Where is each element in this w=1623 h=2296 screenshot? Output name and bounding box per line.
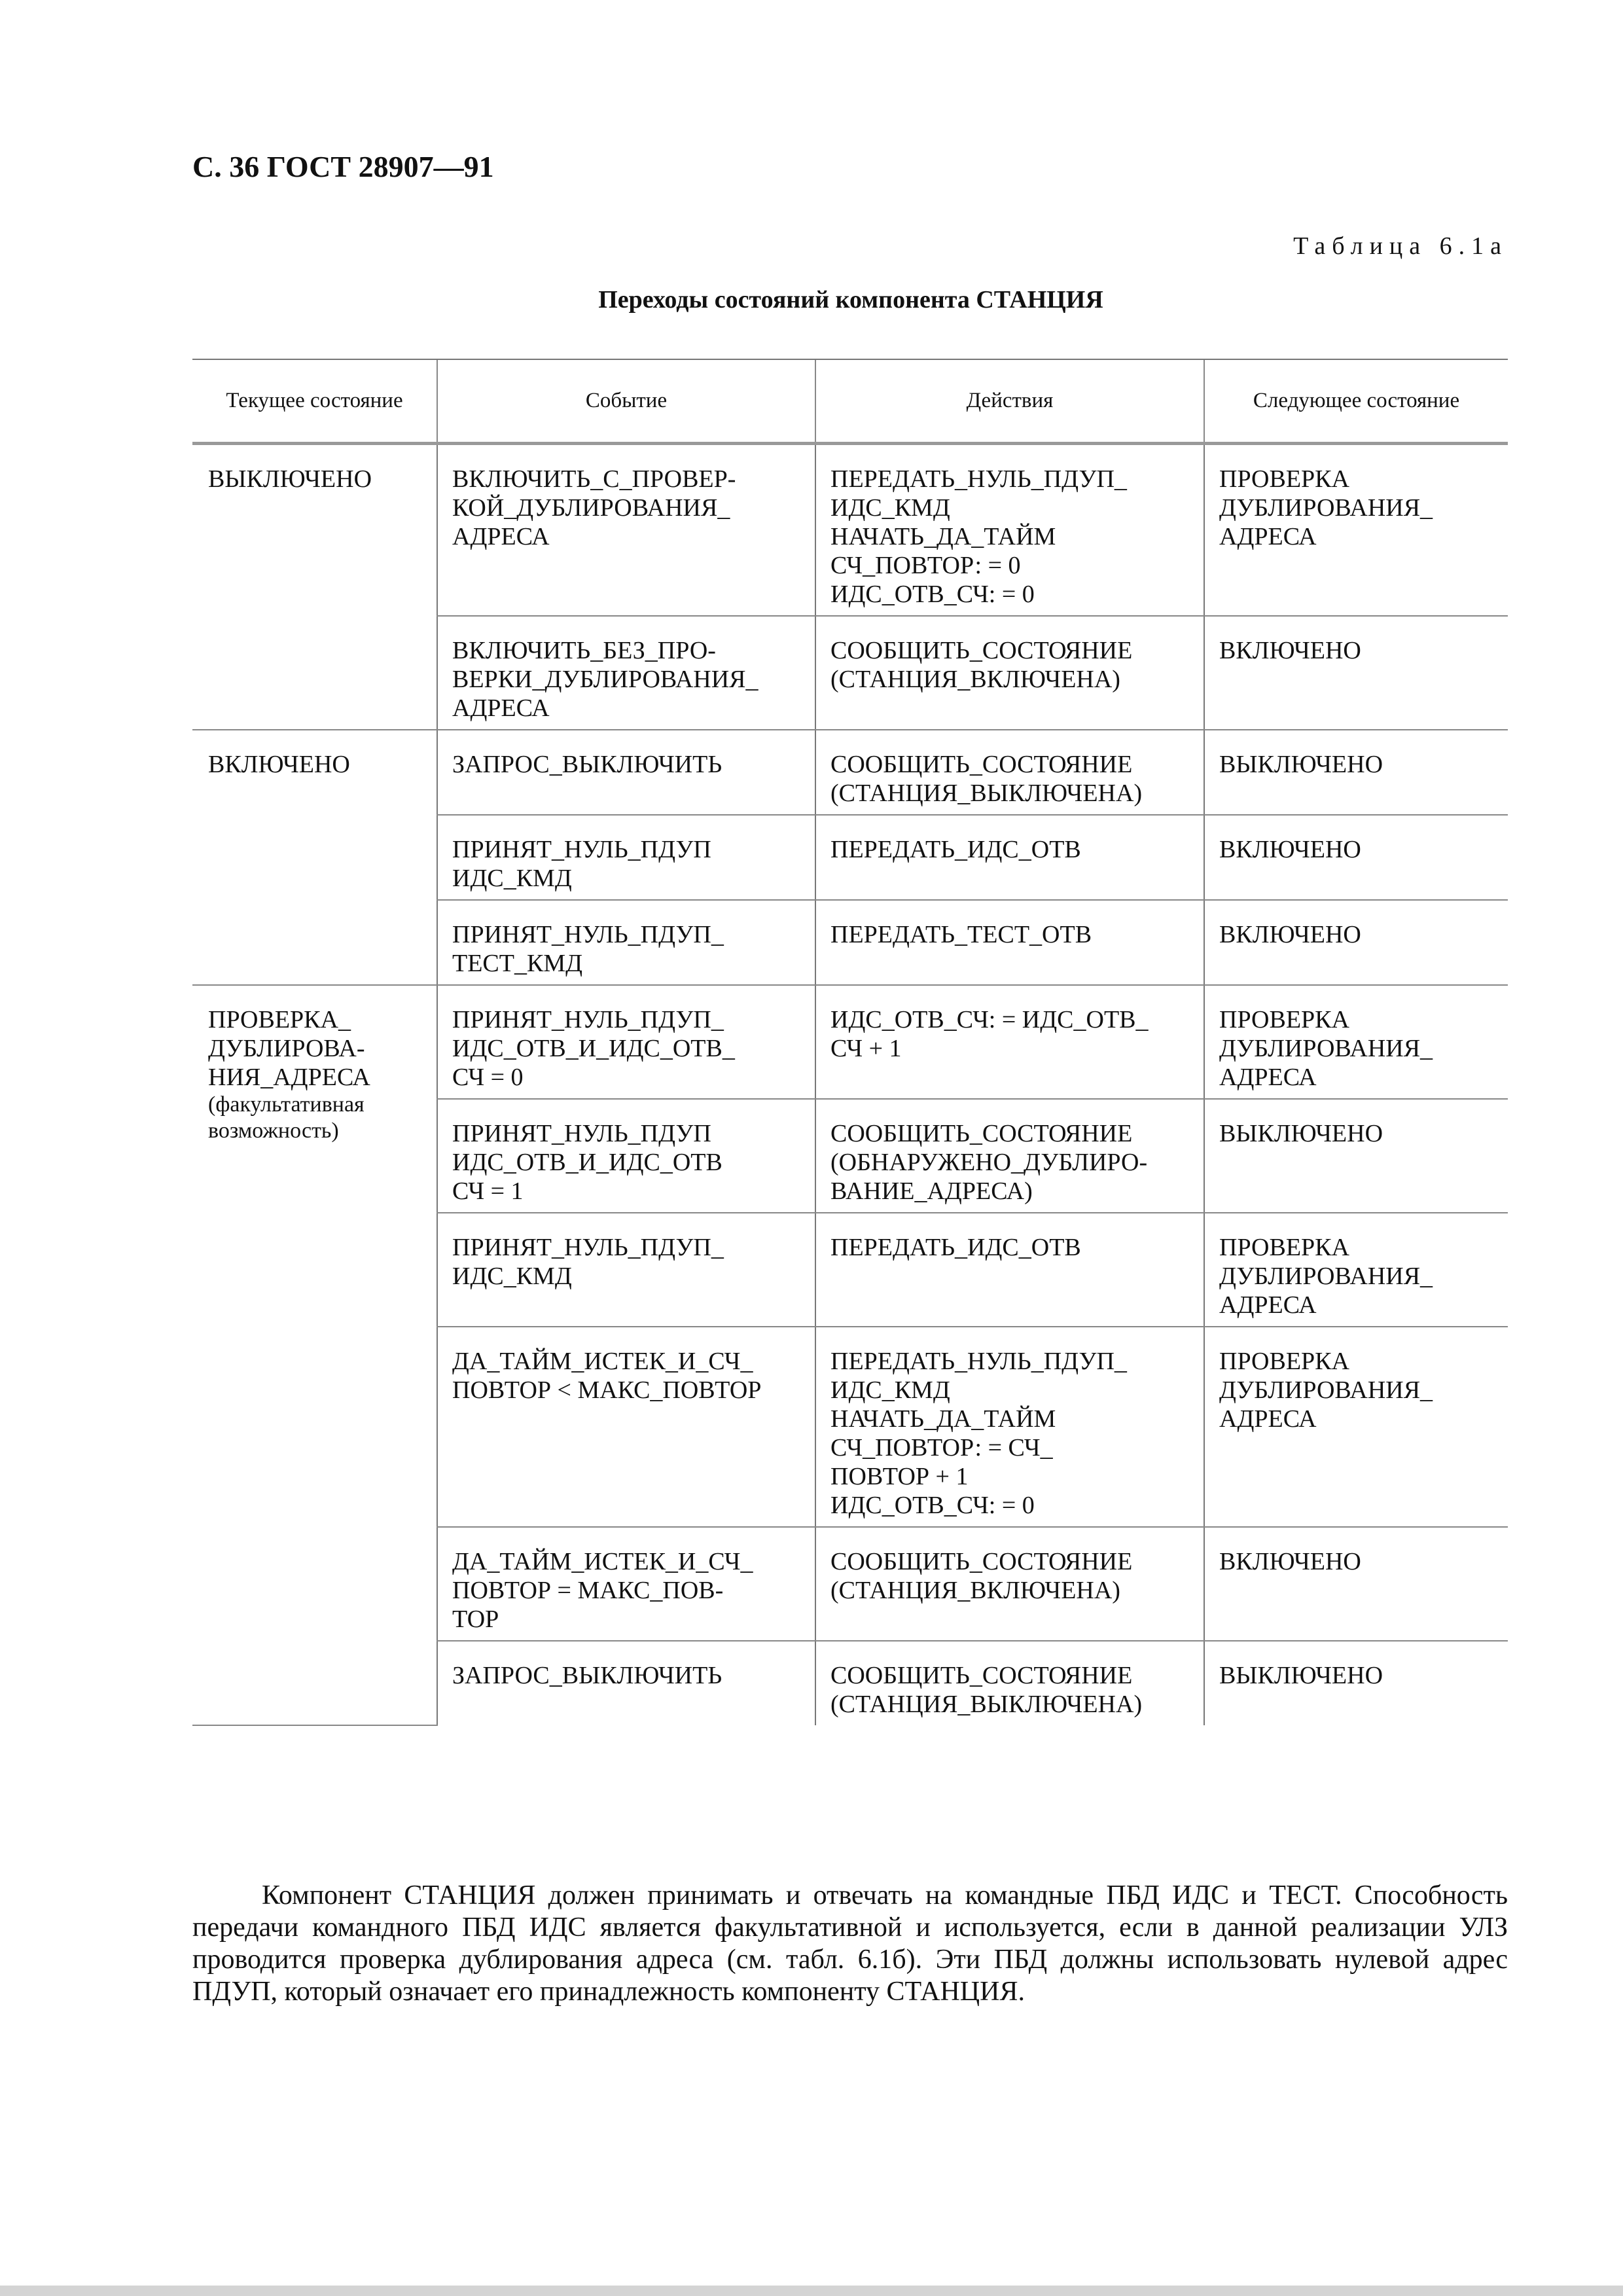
- next-state-line: АДРЕСА: [1219, 1291, 1317, 1319]
- next-state-cell: [1204, 1213, 1508, 1327]
- event-cell: [437, 1641, 815, 1725]
- actions-cell: [815, 616, 1204, 730]
- action-line: ПЕРЕДАТЬ_ТЕСТ_ОТВ: [830, 921, 1092, 948]
- current-state-cell: [192, 985, 437, 1725]
- next-state-cell: [1204, 985, 1508, 1099]
- current-state-line: ВКЛЮЧЕНО: [208, 751, 350, 778]
- page-header: С. 36 ГОСТ 28907—91: [192, 150, 494, 183]
- action-line: СООБЩИТЬ_СОСТОЯНИЕ: [830, 1548, 1133, 1575]
- next-state-line: ВКЛЮЧЕНО: [1219, 921, 1361, 948]
- event-line: ИДС_КМД: [452, 865, 572, 892]
- action-line: ИДС_КМД: [830, 494, 950, 522]
- next-state-line: ДУБЛИРОВАНИЯ_: [1219, 1263, 1433, 1290]
- next-state-line: АДРЕСА: [1219, 1405, 1317, 1433]
- next-state-cell: [1204, 815, 1508, 900]
- event-cell: [437, 1213, 815, 1327]
- actions-cell: [815, 1527, 1204, 1641]
- next-state-cell: [1204, 1099, 1508, 1213]
- next-state-line: ПРОВЕРКА: [1219, 1006, 1349, 1033]
- actions-cell: [815, 444, 1204, 617]
- action-line: (ОБНАРУЖЕНО_ДУБЛИРО-: [830, 1149, 1148, 1176]
- event-line: ПОВТОР < МАКС_ПОВТОР: [452, 1376, 762, 1404]
- event-cell: [437, 1527, 815, 1641]
- state-transition-table: [192, 359, 1508, 1726]
- event-line: ПРИНЯТ_НУЛЬ_ПДУП_: [452, 1234, 724, 1261]
- event-cell: [437, 730, 815, 815]
- action-line: ПЕРЕДАТЬ_НУЛЬ_ПДУП_: [830, 465, 1127, 493]
- action-line: (СТАНЦИЯ_ВЫКЛЮЧЕНА): [830, 780, 1143, 807]
- event-cell: [437, 1099, 815, 1213]
- event-cell: [437, 900, 815, 985]
- event-line: ЗАПРОС_ВЫКЛЮЧИТЬ: [452, 751, 722, 778]
- actions-cell: [815, 900, 1204, 985]
- body-paragraph: Компонент СТАНЦИЯ должен принимать и отвечать на командные ПБД ИДС и ТЕСТ. Способность передачи командного ПБД ИДС является факультативной и используется, если в данной реализации УЛЗ проводится проверка дублирования адреса (см. табл. 6.1б). Эти ПБД должны использовать нулевой адрес ПДУП, который означает его принадлежность компоненту СТАНЦИЯ.: [192, 1880, 1508, 2007]
- event-line: ИДС_КМД: [452, 1263, 572, 1290]
- current-state-note: возможность): [208, 1119, 339, 1143]
- action-line: НАЧАТЬ_ДА_ТАЙМ: [830, 523, 1056, 550]
- next-state-line: ПРОВЕРКА: [1219, 1234, 1349, 1261]
- event-line: СЧ = 0: [452, 1064, 524, 1091]
- next-state-line: АДРЕСА: [1219, 523, 1317, 550]
- next-state-line: ПРОВЕРКА: [1219, 1348, 1349, 1375]
- actions-cell: [815, 1099, 1204, 1213]
- actions-cell: [815, 1641, 1204, 1725]
- current-state-line: ПРОВЕРКА_: [208, 1006, 351, 1033]
- next-state-cell: [1204, 1327, 1508, 1527]
- event-line: ТЕСТ_КМД: [452, 950, 583, 977]
- next-state-line: ВЫКЛЮЧЕНО: [1219, 1662, 1383, 1689]
- column-header-next-state: Следующее состояние: [1204, 359, 1508, 444]
- next-state-cell: [1204, 730, 1508, 815]
- next-state-cell: [1204, 444, 1508, 617]
- event-line: ВКЛЮЧИТЬ_С_ПРОВЕР-: [452, 465, 736, 493]
- current-state-cell: [192, 444, 437, 730]
- action-line: (СТАНЦИЯ_ВКЛЮЧЕНА): [830, 666, 1120, 693]
- action-line: (СТАНЦИЯ_ВЫКЛЮЧЕНА): [830, 1691, 1143, 1718]
- event-line: КОЙ_ДУБЛИРОВАНИЯ_: [452, 494, 730, 522]
- action-line: ПЕРЕДАТЬ_НУЛЬ_ПДУП_: [830, 1348, 1127, 1375]
- action-line: ПЕРЕДАТЬ_ИДС_ОТВ: [830, 836, 1081, 863]
- event-cell: [437, 616, 815, 730]
- column-header-event: Событие: [437, 359, 815, 444]
- current-state-line: ДУБЛИРОВА-: [208, 1035, 365, 1062]
- current-state-line: НИЯ_АДРЕСА: [208, 1064, 370, 1091]
- event-line: ПРИНЯТ_НУЛЬ_ПДУП: [452, 836, 711, 863]
- next-state-line: ВКЛЮЧЕНО: [1219, 637, 1361, 664]
- event-cell: [437, 985, 815, 1099]
- table-row: [192, 444, 1508, 617]
- action-line: ПОВТОР + 1: [830, 1463, 969, 1490]
- event-line: ИДС_ОТВ_И_ИДС_ОТВ: [452, 1149, 722, 1176]
- actions-cell: [815, 815, 1204, 900]
- next-state-line: ВКЛЮЧЕНО: [1219, 1548, 1361, 1575]
- page-bottom-edge: [0, 2286, 1623, 2296]
- table-row: [192, 985, 1508, 1099]
- action-line: СООБЩИТЬ_СОСТОЯНИЕ: [830, 1120, 1133, 1147]
- next-state-line: ПРОВЕРКА: [1219, 465, 1349, 493]
- action-line: СООБЩИТЬ_СОСТОЯНИЕ: [830, 751, 1133, 778]
- actions-cell: [815, 1327, 1204, 1527]
- event-line: СЧ = 1: [452, 1177, 524, 1205]
- next-state-line: ДУБЛИРОВАНИЯ_: [1219, 1035, 1433, 1062]
- action-line: СООБЩИТЬ_СОСТОЯНИЕ: [830, 1662, 1133, 1689]
- action-line: СЧ + 1: [830, 1035, 902, 1062]
- action-line: ПЕРЕДАТЬ_ИДС_ОТВ: [830, 1234, 1081, 1261]
- column-header-current-state: Текущее состояние: [192, 359, 437, 444]
- event-line: ВКЛЮЧИТЬ_БЕЗ_ПРО-: [452, 637, 716, 664]
- table-row: [192, 730, 1508, 815]
- next-state-cell: [1204, 1641, 1508, 1725]
- table-body: [192, 444, 1508, 1726]
- current-state-cell: [192, 730, 437, 985]
- action-line: ВАНИЕ_АДРЕСА): [830, 1177, 1033, 1205]
- current-state-note: (факультативная: [208, 1092, 365, 1117]
- next-state-line: ВЫКЛЮЧЕНО: [1219, 1120, 1383, 1147]
- action-line: ИДС_КМД: [830, 1376, 950, 1404]
- table-title: Переходы состояний компонента СТАНЦИЯ: [598, 286, 1103, 314]
- event-line: ВЕРКИ_ДУБЛИРОВАНИЯ_: [452, 666, 758, 693]
- action-line: СЧ_ПОВТОР: = 0: [830, 552, 1021, 579]
- next-state-cell: [1204, 616, 1508, 730]
- next-state-cell: [1204, 1527, 1508, 1641]
- actions-cell: [815, 985, 1204, 1099]
- event-line: АДРЕСА: [452, 694, 550, 722]
- event-line: ДА_ТАЙМ_ИСТЕК_И_СЧ_: [452, 1548, 753, 1575]
- action-line: ИДС_ОТВ_СЧ: = 0: [830, 581, 1035, 608]
- action-line: (СТАНЦИЯ_ВКЛЮЧЕНА): [830, 1577, 1120, 1604]
- actions-cell: [815, 1213, 1204, 1327]
- event-line: ДА_ТАЙМ_ИСТЕК_И_СЧ_: [452, 1348, 753, 1375]
- event-cell: [437, 444, 815, 617]
- next-state-cell: [1204, 900, 1508, 985]
- column-header-actions: Действия: [815, 359, 1204, 444]
- event-line: ПОВТОР = МАКС_ПОВ-: [452, 1577, 724, 1604]
- action-line: ИДС_ОТВ_СЧ: = 0: [830, 1492, 1035, 1519]
- next-state-line: ДУБЛИРОВАНИЯ_: [1219, 494, 1433, 522]
- event-line: ПРИНЯТ_НУЛЬ_ПДУП_: [452, 1006, 724, 1033]
- event-line: ЗАПРОС_ВЫКЛЮЧИТЬ: [452, 1662, 722, 1689]
- table-header-row: [192, 359, 1508, 444]
- next-state-line: АДРЕСА: [1219, 1064, 1317, 1091]
- action-line: СЧ_ПОВТОР: = СЧ_: [830, 1434, 1053, 1462]
- event-cell: [437, 1327, 815, 1527]
- event-line: ПРИНЯТ_НУЛЬ_ПДУП_: [452, 921, 724, 948]
- actions-cell: [815, 730, 1204, 815]
- table-number-label: Таблица 6.1а: [1293, 232, 1508, 260]
- current-state-line: ВЫКЛЮЧЕНО: [208, 465, 372, 493]
- next-state-line: ВЫКЛЮЧЕНО: [1219, 751, 1383, 778]
- next-state-line: ДУБЛИРОВАНИЯ_: [1219, 1376, 1433, 1404]
- action-line: СООБЩИТЬ_СОСТОЯНИЕ: [830, 637, 1133, 664]
- event-line: ТОР: [452, 1605, 499, 1633]
- action-line: НАЧАТЬ_ДА_ТАЙМ: [830, 1405, 1056, 1433]
- event-line: АДРЕСА: [452, 523, 550, 550]
- event-cell: [437, 815, 815, 900]
- next-state-line: ВКЛЮЧЕНО: [1219, 836, 1361, 863]
- event-line: ПРИНЯТ_НУЛЬ_ПДУП: [452, 1120, 711, 1147]
- event-line: ИДС_ОТВ_И_ИДС_ОТВ_: [452, 1035, 735, 1062]
- action-line: ИДС_ОТВ_СЧ: = ИДС_ОТВ_: [830, 1006, 1149, 1033]
